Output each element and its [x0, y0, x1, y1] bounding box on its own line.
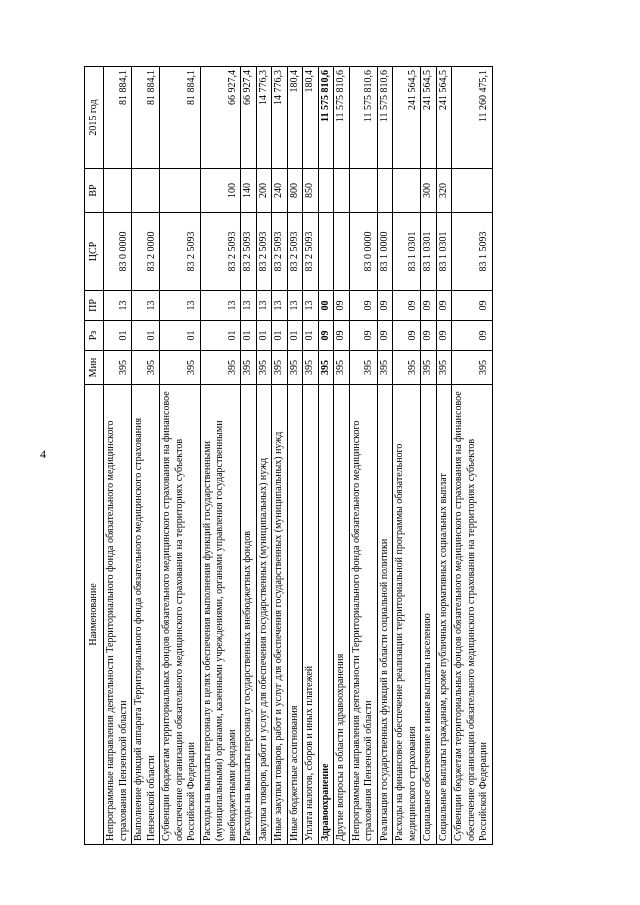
cell-csr: 83 2 5093: [287, 213, 303, 291]
cell-rz: 01: [132, 321, 160, 351]
cell-value: 241 564,5: [421, 67, 437, 169]
cell-csr: 83 1 0301: [436, 213, 452, 291]
cell-csr: 83 2 5093: [272, 213, 288, 291]
table-row: [241, 67, 257, 845]
cell-pr: 13: [272, 291, 288, 321]
cell-name: Иные бюджетные ассигнования: [287, 385, 303, 845]
cell-rz: 09: [318, 321, 334, 351]
table-row: [421, 67, 437, 845]
cell-csr: 83 2 5093: [200, 213, 241, 291]
cell-min: 395: [303, 351, 319, 385]
header-name: Наименование: [85, 385, 104, 845]
cell-name: Расходы на финансовое обеспечение реализации территориальной программы обязательного медицинского страхования: [393, 385, 421, 845]
cell-csr: 83 1 0000: [377, 213, 393, 291]
cell-rz: 09: [334, 321, 350, 351]
cell-csr: 83 2 5093: [256, 213, 272, 291]
cell-name: Непрограммные направления деятельности Территориального фонда обязательного медицинского страхования Пензенской области: [349, 385, 377, 845]
table-row: [334, 67, 350, 845]
cell-rz: 01: [256, 321, 272, 351]
cell-vr: 850: [303, 169, 319, 213]
cell-csr: 83 2 5093: [160, 213, 201, 291]
cell-rz: 01: [287, 321, 303, 351]
cell-pr: 13: [241, 291, 257, 321]
cell-rz: 01: [272, 321, 288, 351]
cell-pr: 09: [349, 291, 377, 321]
cell-name: Закупка товаров, работ и услуг для обеспечения государственных (муниципальных) нужд: [256, 385, 272, 845]
cell-name: Реализация государственных функций в области социальной политики: [377, 385, 393, 845]
cell-rz: 01: [160, 321, 201, 351]
cell-vr: 140: [241, 169, 257, 213]
cell-value: 66 927,4: [241, 67, 257, 169]
cell-min: 395: [200, 351, 241, 385]
table-row: [256, 67, 272, 845]
cell-name: Расходы на выплаты персоналу в целях обеспечения выполнения функций государственными (муниципальными) органами, казенными учреждениями, органами управления государственными внебюджетными фондами: [200, 385, 241, 845]
cell-name: Социальные выплаты гражданам, кроме публичных нормативных социальных выплат: [436, 385, 452, 845]
cell-csr: 83 1 0301: [393, 213, 421, 291]
cell-csr: 83 1 0301: [421, 213, 437, 291]
cell-pr: 09: [421, 291, 437, 321]
cell-vr: 300: [421, 169, 437, 213]
cell-csr: [334, 213, 350, 291]
cell-vr: [132, 169, 160, 213]
cell-vr: [104, 169, 132, 213]
cell-min: 395: [318, 351, 334, 385]
cell-pr: 13: [132, 291, 160, 321]
cell-name: Субвенции бюджетам территориальных фондов обязательного медицинского страхования на финансовое обеспечение организации обязательного медицинского страхования на территориях субъектов Российской Федерации: [452, 385, 493, 845]
cell-rz: 09: [393, 321, 421, 351]
cell-csr: 83 0 0000: [104, 213, 132, 291]
cell-name: Расходы на выплаты персоналу государственных внебюджетных фондов: [241, 385, 257, 845]
cell-min: 395: [349, 351, 377, 385]
cell-min: 395: [241, 351, 257, 385]
cell-pr: 00: [318, 291, 334, 321]
cell-pr: 13: [160, 291, 201, 321]
cell-csr: [318, 213, 334, 291]
cell-rz: 01: [104, 321, 132, 351]
cell-value: 81 884,1: [132, 67, 160, 169]
table-row: [200, 67, 241, 845]
cell-vr: [377, 169, 393, 213]
cell-csr: 83 1 5093: [452, 213, 493, 291]
cell-value: 11 575 810,6: [318, 67, 334, 169]
cell-value: 11 260 475,1: [452, 67, 493, 169]
cell-vr: 200: [256, 169, 272, 213]
table-row: [452, 67, 493, 845]
budget-table: [84, 66, 493, 845]
cell-pr: 09: [452, 291, 493, 321]
table-row: [393, 67, 421, 845]
cell-min: 395: [377, 351, 393, 385]
cell-pr: 13: [104, 291, 132, 321]
cell-value: 11 575 810,6: [334, 67, 350, 169]
cell-min: 395: [160, 351, 201, 385]
cell-pr: 13: [256, 291, 272, 321]
cell-vr: 100: [200, 169, 241, 213]
cell-rz: 01: [241, 321, 257, 351]
cell-vr: [334, 169, 350, 213]
cell-value: 81 884,1: [104, 67, 132, 169]
cell-value: 14 776,3: [256, 67, 272, 169]
table-row: [377, 67, 393, 845]
table-body: [104, 67, 493, 845]
cell-pr: 09: [393, 291, 421, 321]
cell-min: 395: [436, 351, 452, 385]
cell-rz: 01: [200, 321, 241, 351]
cell-rz: 09: [421, 321, 437, 351]
cell-csr: 83 2 5093: [303, 213, 319, 291]
cell-vr: 800: [287, 169, 303, 213]
cell-value: 180,4: [287, 67, 303, 169]
cell-value: 180,4: [303, 67, 319, 169]
table-row: [132, 67, 160, 845]
cell-vr: [349, 169, 377, 213]
cell-min: 395: [393, 351, 421, 385]
cell-vr: [393, 169, 421, 213]
cell-name: Социальное обеспечение и иные выплаты населению: [421, 385, 437, 845]
cell-name: Иные закупки товаров, работ и услуг для обеспечения государственных (муниципальных) нужд: [272, 385, 288, 845]
cell-name: Здравоохранение: [318, 385, 334, 845]
cell-min: 395: [421, 351, 437, 385]
cell-vr: [452, 169, 493, 213]
cell-min: 395: [287, 351, 303, 385]
header-rz: Рз: [85, 321, 104, 351]
table-row: [436, 67, 452, 845]
cell-value: 81 884,1: [160, 67, 201, 169]
cell-pr: 13: [200, 291, 241, 321]
table-row: [104, 67, 132, 845]
cell-name: Выполнение функций аппарата Территориального фонда обязательного медицинского страхования Пензенской области: [132, 385, 160, 845]
header-min: Мин: [85, 351, 104, 385]
cell-name: Другие вопросы в области здравоохранения: [334, 385, 350, 845]
cell-value: 241 564,5: [436, 67, 452, 169]
cell-pr: 09: [334, 291, 350, 321]
table-row: [349, 67, 377, 845]
cell-value: 66 927,4: [200, 67, 241, 169]
header-pr: ПР: [85, 291, 104, 321]
cell-name: Субвенции бюджетам территориальных фондов обязательного медицинского страхования на финансовое обеспечение организации обязательного медицинского страхования на территориях субъектов Российской Федерации: [160, 385, 201, 845]
cell-min: 395: [256, 351, 272, 385]
cell-vr: [318, 169, 334, 213]
cell-min: 395: [272, 351, 288, 385]
header-csr: ЦСР: [85, 213, 104, 291]
cell-min: 395: [104, 351, 132, 385]
cell-vr: [160, 169, 201, 213]
table-header-row: [85, 67, 104, 845]
cell-rz: 09: [377, 321, 393, 351]
cell-min: 395: [452, 351, 493, 385]
cell-value: 11 575 810,6: [349, 67, 377, 169]
page-number: 4: [40, 447, 46, 461]
cell-rz: 09: [436, 321, 452, 351]
header-year: 2015 год: [85, 67, 104, 169]
cell-min: 395: [132, 351, 160, 385]
table-row: [272, 67, 288, 845]
cell-pr: 09: [377, 291, 393, 321]
cell-value: 11 575 810,6: [377, 67, 393, 169]
cell-value: 241 564,5: [393, 67, 421, 169]
cell-csr: 83 2 0000: [132, 213, 160, 291]
cell-rz: 09: [349, 321, 377, 351]
table-row: [318, 67, 334, 845]
cell-name: Уплата налогов, сборов и иных платежей: [303, 385, 319, 845]
cell-csr: 83 2 5093: [241, 213, 257, 291]
cell-value: 14 776,3: [272, 67, 288, 169]
cell-rz: 01: [303, 321, 319, 351]
cell-pr: 13: [303, 291, 319, 321]
header-vr: ВР: [85, 169, 104, 213]
cell-pr: 09: [436, 291, 452, 321]
rotated-page: [84, 67, 613, 845]
table-row: [287, 67, 303, 845]
table-row: [160, 67, 201, 845]
table-row: [303, 67, 319, 845]
cell-csr: 83 0 0000: [349, 213, 377, 291]
cell-vr: 240: [272, 169, 288, 213]
cell-rz: 09: [452, 321, 493, 351]
cell-name: Непрограммные направления деятельности Территориального фонда обязательного медицинского страхования Пензенской области: [104, 385, 132, 845]
cell-vr: 320: [436, 169, 452, 213]
cell-min: 395: [334, 351, 350, 385]
cell-pr: 13: [287, 291, 303, 321]
